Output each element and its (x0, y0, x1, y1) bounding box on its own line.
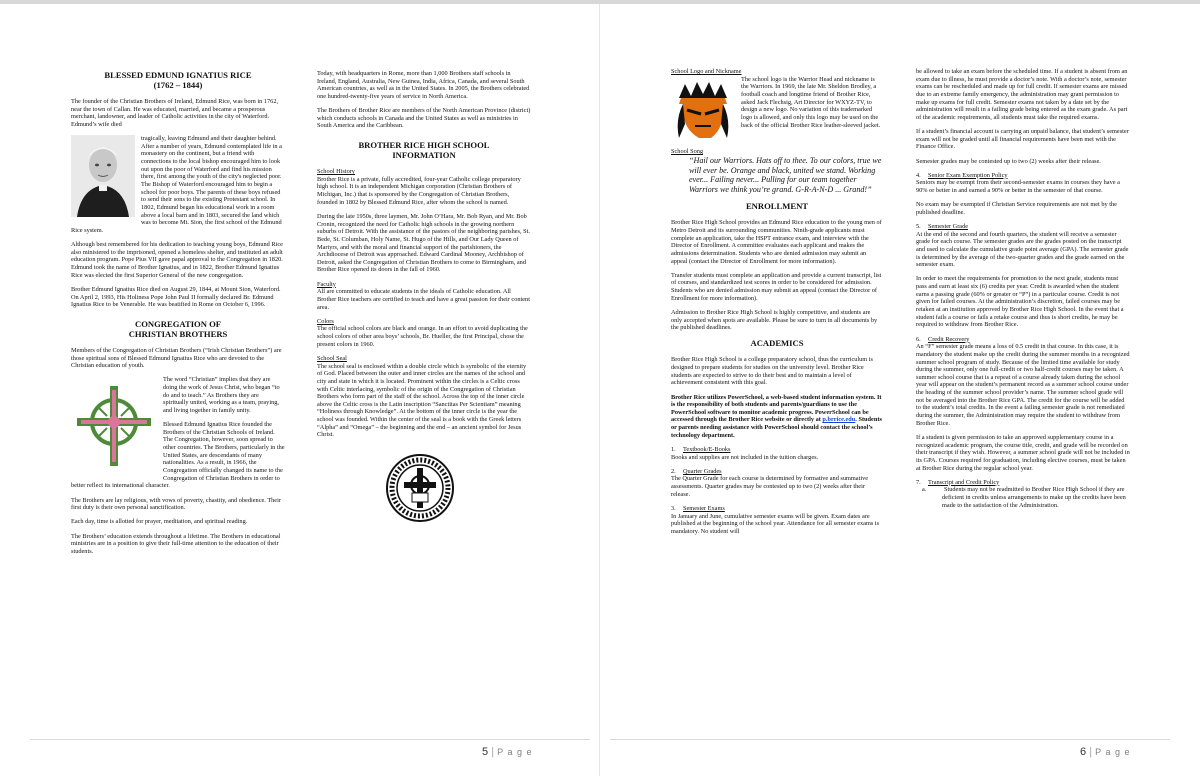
brothers-paragraph-1: Today, with headquarters in Rome, more than 1,000 Brothers staff schools in Ireland, England, Australia, New Guinea, India, Africa, Canada, and several South American countries, as well as in the United States. In 2005, the Brothers celebrated one hundred-twenty-five years of service in North America. (317, 70, 530, 100)
rice-title-line2: (1762 – 1844) (153, 80, 203, 90)
page-6 (600, 4, 1200, 776)
rice-paragraph-2: tragically, leaving Edmund and their daughter behind. After a number of years, Edmund contemplated life in a monastery on the continent, but a friend with connections to the local bishop encouraged him to look out upon the poor of Waterford and find his mission there, first among the youth of the city's neglected poor. The Bishop of Waterford encouraged him to begin a school for poor boys. The parents of these boys refused to send their sons to the existing Protestant school. In 1802, Edmund began his educational work in a room above a local barn and in 1803, secured the land which was to become Mt. Sion, the first school of the Edmund Rice system. (71, 135, 282, 234)
page6-footer (610, 739, 1170, 758)
congregation-paragraph-3: Blessed Edmund Ignatius Rice founded the Brothers of the Christian Schools of Ireland. The Congregation, however, soon spread to other countries. The Brothers, particularly in the United States, are descendants of many nationalities. As a result, in 1966, the Congregation officially changed its name to the Congregation of Christian Brothers in order to better reflect its international character. (71, 421, 285, 490)
contest-paragraph: Semester grades may be contested up to two (2) weeks after their release. (916, 157, 1101, 165)
page5-column-1 (71, 70, 285, 562)
item7-number: 7. (916, 478, 921, 486)
page6-column-1 (671, 68, 883, 542)
financial-paragraph: If a student’s financial account is carrying an unpaid balance, that student’s semester exam will not be graded until all financial requirements have been met with the Finance Office. (916, 128, 1129, 151)
history-paragraph-1: Brother Rice is a private, fully accredited, four-year Catholic college preparatory high school. It is an independent Michigan corporation (Christian Brothers of Michigan, Inc.) that is sponsored by the Congregation of Christian Brothers, founded in 1802 by Blessed Edmund Rice, after whom the school is named. (317, 175, 521, 206)
powerschool-text-post: . Students or parents needing assistance with PowerSchool should contact the school’s technology department. (671, 416, 882, 439)
warrior-head-logo-icon (671, 80, 735, 147)
congregation-title (71, 319, 285, 339)
item2-number: 2. (671, 467, 676, 475)
congregation-paragraph-2: The word “Christian” implies that they are doing the work of Jesus Christ, who began “to do and to teach.” As Brothers they are spiritually united, working as a team, praying, and living together in family unity. (163, 376, 280, 414)
enrollment-paragraph-2: Transfer students must complete an application and provide a current transcript, list of courses, and standardized test scores in order to be considered for admission. Students who are denied admission may submit an appeal (contact the Director of Enrollment for more information). (671, 271, 882, 302)
page5-label: P a g e (497, 747, 533, 757)
congregation-paragraph-6: The Brothers’ education extends throughout a lifetime. The Brothers in educational ministries are in a position to give their full-time attention to the education of their students. (71, 532, 281, 555)
academics-title: ACADEMICS (750, 338, 804, 349)
congregation-paragraph-4: The Brothers are lay religious, with vows of poverty, chastity, and obedience. Their first duty is their own personal sanctification. (71, 496, 281, 512)
item6-paragraph-2: If a student is given permission to take an approved supplementary course in a recognized academic program, the course title, credit, and grade will be recorded on their transcript if they wish. However, a summer school grade will not be included in its GPA. Courses required for graduation, including elective courses, must be taken at Brother Rice during the regular school year. (916, 433, 1130, 472)
song-lyrics: “Hail our Warriors. Hats off to thee. To our colors, true we will ever be. Orange and black, united we stand. Working ever... Failing never... Pulling for our team together Warriors we think you’re grand. G-R-A-N-D ... Grand!” (689, 155, 882, 194)
page6-footer-text: 6 | P a g e (1080, 746, 1131, 758)
item6-paragraph: An “F” semester grade means a loss of 0.5 credit in that course. In this case, it is mandatory the student make up the credit during the summer months in a recognized summer school program of study. Because of the limited time available for study during the summer, only one full-credit or two half-credit courses may be taken. A summer school course that is a repeat of a course already taken during the school year will appear on the student’s permanent record as a summer school course under the heading of the summer school provider’s name. The summer school grade will not be averaged into the Brother Rice GPA. The credit for the course will be added to the student’s total credits. In the event a failing semester grade is not remediated during the summer, the Administration may require the student to withdraw from Brother Rice. (916, 343, 1130, 427)
rice-title-line1: BLESSED EDMUND IGNATIUS RICE (104, 70, 252, 80)
item1-number: 1. (671, 445, 676, 453)
item4-paragraph: Seniors may be exempt from their second-semester exams in courses they have a 90% or better in and earned a 90% or better in the semester of that course. (916, 179, 1120, 195)
exams-paragraph-continued: be allowed to take an exam before the scheduled time. If a student is absent from an exam due to illness, he must provide a doctor’s note. With a doctor’s note, semester exams can be rescheduled and made up for full credit. If semester exams are missed due to an extreme family emergency, the administration may grant permission to make up exams for full credit. Semester exams not taken by a date set by the administration will result in a failing grade being entered as the exam grade. As part of the academic requirements, all students must take the required exams. (916, 68, 1128, 121)
page5-column-2 (317, 70, 531, 526)
item7a-letter: a. (922, 486, 927, 494)
item7a-text: Students may not be readmitted to Brother Rice High School if they are deficient in credits unless arrangements to make up the credits have been made to the satisfaction of the Administration. (942, 486, 1126, 509)
powerschool-paragraph (671, 394, 883, 440)
congregation-title-line1: CONGREGATION OF (134, 318, 222, 329)
page5-footer-text: 5 | P a g e (482, 746, 533, 758)
faculty-heading: Faculty (317, 280, 336, 288)
item6-title: Credit Recovery (928, 335, 970, 343)
rice-paragraph-1: The founder of the Christian Brothers of Ireland, Edmund Rice, was born in 1762, near the town of Callan. He was educated, married, and became a prosperous merchant, landowner, and leader of Catholic activities in the city of Waterford. Edmund’s wife died (71, 98, 279, 128)
item7a-paragraph (924, 486, 1130, 509)
page6-number: 6 (1080, 746, 1087, 758)
item3-paragraph: In January and June, cumulative semester exams will be given. Exam dates are published at the beginning of the school year. Attendance for all semester exams is mandatory. No student will (671, 512, 880, 535)
item5-title: Semester Grade (928, 223, 969, 230)
colors-paragraph: The official school colors are black and orange. In an effort to avoid duplicating the school colors of other area boys’ schools, Br. Hueller, the first Principal, chose the present colors in 1960. (317, 325, 528, 348)
item5-heading (916, 223, 1130, 231)
item1-title: Textbook/E-Books (683, 445, 731, 453)
page6-label: P a g e (1095, 747, 1131, 757)
seal-paragraph: The school seal is enclosed within a double circle which is symbolic of the eternity of God. Placed between the outer and inner circles are the names of the school and city and state in which it is located. Prominent within the circles is a Celtic cross with Celtic interlacing, symbolic of the origin of the Congregation of Christian Brothers who form part of the staff of the school. Across the top of the inner circle above the Celtic cross is the Latin inscription “Sanctitas Per Scientiam” meaning “Holiness through Knowledge”. At the bottom of the inner circle is the year the school was founded. Within the center of the seal is a book with the Greek letters “Alpha” and “Omega” – the beginning and the end – an ancient symbol for Jesus Christ. (317, 362, 527, 439)
item3-title: Semester Exams (683, 504, 725, 512)
item5-number: 5. (916, 223, 921, 230)
item4-heading (916, 172, 1130, 180)
rice-paragraph-3: Although best remembered for his dedication to teaching young boys, Edmund Rice also ministered to the imprisoned, opened a homeless shelter, and instituted an adult education program. Pope Pius VII gave papal approval to the Congregation in 1820. Edmund took the name of Brother Ignatius, and in 1822, Brother Edmund Ignatius Rice was elected the first Superior General of the new congregation. (71, 241, 283, 279)
song-heading: School Song (671, 148, 704, 156)
item4-number: 4. (916, 171, 921, 179)
history-paragraph-2: During the late 1950s, three laymen, Mr. John O’Hara, Mr. Bob Ryan, and Mr. Bob Cronin, recognized the need for Catholic high schools in the growing northern suburbs of Detroit. With the assistance of the pastors of the neighboring parishes, St. Bede, St. Columban, Holy Name, St. Hugo of the Hills, and Our Lady Queen of Martyrs, and with the moral and financial support of the parishioners, the Archdiocese of Detroit was approached. Edward Cardinal Mooney, Archbishop of Detroit, asked the Congregation of Christian Brothers to come to Birmingham, and Brother Rice opened its doors in the fall of 1960. (317, 212, 530, 274)
page-5 (0, 4, 600, 776)
item2-heading (671, 468, 883, 476)
rice-paragraph-4: Brother Edmund Ignatius Rice died on August 29, 1844, at Mount Sion, Waterford. On April 2, 1993, His Holiness Pope John Paul II formally declared Br. Edmund Ignatius Rice to be Venerable. He was beatified in Rome on October 6, 1996. (71, 285, 281, 309)
page5-number: 5 (482, 746, 489, 758)
congregation-paragraph-5: Each day, time is allotted for prayer, meditation, and spiritual reading. (71, 518, 248, 526)
item3-heading (671, 505, 883, 513)
enrollment-paragraph-3: Admission to Brother Rice High School is highly competitive, and students are only accepted when spots are available. Please be sure to turn in all documents by the published deadlines. (671, 308, 878, 332)
enrollment-paragraph-1: Brother Rice High School provides an Edmund Rice education to the young men of Metro Detroit and its surrounding communities. Ninth-grade applicants must complete an application, take the HSPT entrance exam, and interview with the Director of Enrollment. A committee evaluates each applicant and makes the admissions determination. Students who are denied admission may submit an appeal (contact the Director of Enrollment for more information). (671, 219, 882, 265)
brothers-paragraph-2: The Brothers of Brother Rice are members of the North American Province (district) which conducts schools in Canada and the United States as well as ministries in South America and the Caribbean. (317, 107, 531, 130)
info-title (317, 140, 531, 160)
logo-paragraph: The school logo is the Warrior Head and nickname is the Warriors. In 1969, the late Mr. Sheldon Brodley, a football coach and longtime friend of Brother Rice, asked Jack Flechsig, Art Director for WXYZ-TV, to design a new logo. No variation of this trademarked logo is allowed, and only this logo may be used on the back of the official Brother Rice leather-sleeved jacket. (741, 75, 881, 129)
school-seal-icon (385, 453, 531, 526)
item2-title: Quarter Grades (683, 467, 722, 475)
colors-heading: Colors (317, 317, 334, 325)
academics-paragraph-1: Brother Rice High School is a college preparatory school, thus the curriculum is designed to prepare students for studies on the university level. Brother Rice students are expected to strive to do their best and to maintain a level of achievement consistent with this goal. (671, 356, 873, 387)
item5-paragraph: At the end of the second and fourth quarters, the student will receive a semester grade for each course. The semester grades are the grades posted on the transcript and used to calculate the cumulative grade point average (GPA). The semester grade is determined by the average of the two-quarter grades and the grade earned on the semester exam. (916, 230, 1129, 269)
item5-paragraph-2: In order to meet the requirements for promotion to the next grade, students must pass and earn at least six (6) credits per year. Credit is awarded when the student earns a passing grade (60% or greater or “P”) in a particular course. Credit is not given for failed courses. At the administration’s discretion, failed courses may be retaken at an institution approved by Brother Rice High School. In the event that a student fails a course or fails a retake course and thus is short credits, he may be required to withdraw from Brother Rice. (916, 275, 1124, 329)
faculty-paragraph: All are committed to educate students in the ideals of Catholic education. All Brother Rice teachers are certified to teach and have a great passion for their content area. (317, 288, 530, 311)
item1-heading (671, 446, 883, 454)
item6-number: 6. (916, 335, 921, 343)
congregation-title-line2: CHRISTIAN BROTHERS (128, 328, 228, 339)
celtic-cross-icon (71, 382, 157, 473)
item4-paragraph-2: No exam may be exempted if Christian Service requirements are not met by the published deadline. (916, 201, 1117, 216)
item2-paragraph: The Quarter Grade for each course is determined by formative and summative assessments. Quarter grades may be contested up to two (2) weeks after their release. (671, 475, 869, 498)
item7-title: Transcript and Credit Policy (928, 478, 1000, 486)
info-title-line2: INFORMATION (392, 150, 456, 161)
rice-title (71, 70, 285, 90)
logo-heading: School Logo and Nickname (671, 68, 742, 75)
page5-footer (30, 739, 590, 758)
powerschool-text-pre: Brother Rice utilizes PowerSchool, a web-based student information system. It is the responsibility of both students and parents/guardians to use the PowerSchool software to monitor academic progress. PowerSchool can be accessed through the Brother Rice website or directly at (671, 393, 882, 424)
info-title-line1: BROTHER RICE HIGH SCHOOL (358, 140, 490, 151)
powerschool-link[interactable]: p.brrice.edu (822, 416, 856, 424)
congregation-paragraph-1: Members of the Congregation of Christian Brothers (“Irish Christian Brothers”) are those spiritual sons of Blessed Edmund Ignatius Rice who are devoted to the Christian education of youth. (71, 346, 282, 370)
history-heading: School History (317, 168, 355, 176)
page6-column-2 (916, 68, 1130, 516)
edmund-rice-portrait-icon (71, 135, 135, 220)
enrollment-title: ENROLLMENT (745, 201, 809, 212)
item4-title: Senior Exam Exemption Policy (928, 171, 1008, 179)
seal-heading: School Seal (317, 354, 347, 362)
item3-number: 3. (671, 504, 676, 512)
item1-paragraph: Books and supplies are not included in the tuition charges. (671, 453, 819, 461)
item6-heading (916, 336, 1130, 344)
item7-heading (916, 479, 1130, 487)
